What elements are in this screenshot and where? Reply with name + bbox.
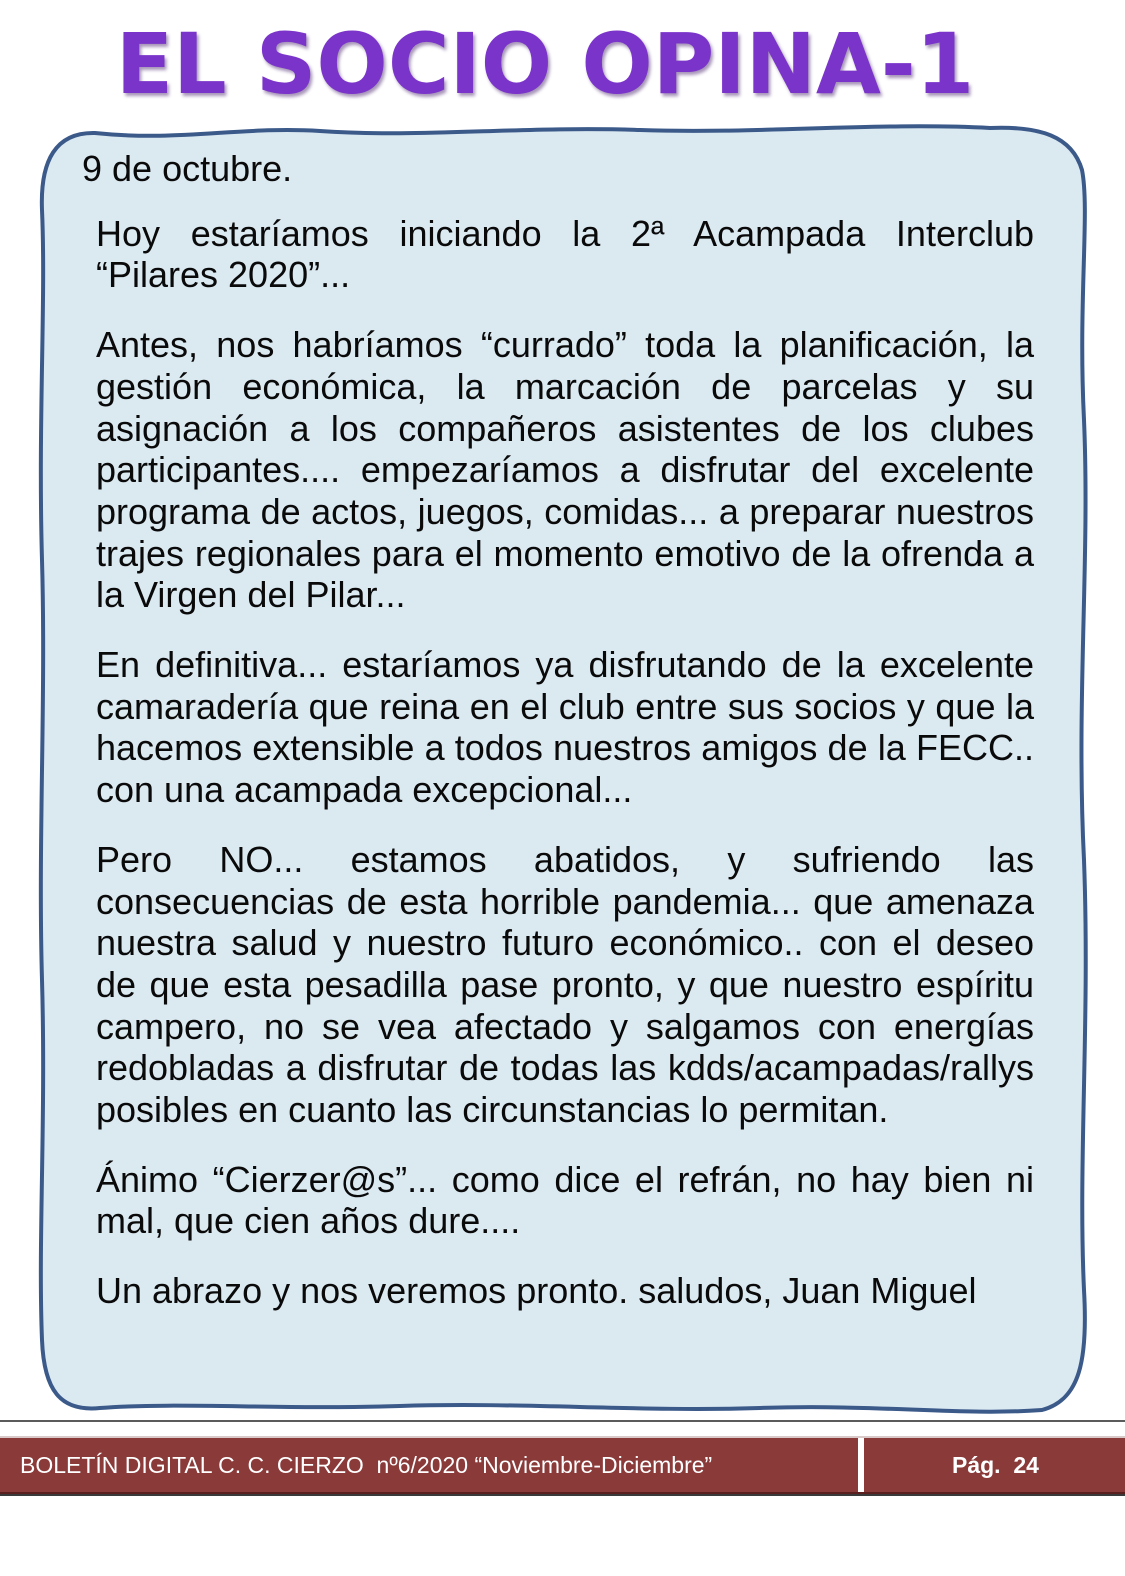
footer-bar — [0, 1436, 1125, 1494]
footer-publication-label: BOLETÍN DIGITAL C. C. CIERZO nº6/2020 “Noviembre-Diciembre” — [20, 1452, 713, 1478]
letter-paragraph-3: En definitiva... estaríamos ya disfrutando de la excelente camaradería que reina en el club entre sus socios y que la hacemos extensible a todos nuestros amigos de la FECC.. con una acampada excepcional... — [96, 644, 1034, 811]
letter-body — [82, 148, 1034, 1312]
letter-paragraph-1: Hoy estaríamos iniciando la 2ª Acampada Interclub “Pilares 2020”... — [96, 212, 1034, 296]
footer-top-rule — [0, 1420, 1125, 1422]
page-title: EL SOCIO OPINA-1 — [115, 15, 975, 113]
letter-paragraph-5: Ánimo “Cierzer@s”... como dice el refrán, no hay bien ni mal, que cien años dure.... — [96, 1158, 1034, 1242]
letter-paragraph-4: Pero NO... estamos abatidos, y sufriendo las consecuencias de esta horrible pandemia... que amenaza nuestra salud y nuestro futuro económico.. con el deseo de que esta pesadilla pase pronto, y que nuestro espíritu campero, no se vea afectado y salgamos con energías redobladas a disfrutar de todas las kdds/acampadas/rallys posibles en cuanto las circunstancias lo permitan. — [96, 838, 1034, 1131]
letter-date: 9 de octubre. — [82, 148, 293, 189]
footer-page-number: Pág. 24 — [952, 1452, 1039, 1478]
letter-signoff: Un abrazo y nos veremos pronto. saludos, Juan Miguel — [96, 1270, 977, 1312]
footer-divider — [858, 1438, 864, 1492]
letter-paragraph-2: Antes, nos habríamos “currado” toda la planificación, la gestión económica, la marcación de parcelas y su asignación a los compañeros asistentes de los clubes participantes.... empezaríamos a disfrutar del excelente programa de actos, juegos, comidas... a preparar nuestros trajes regionales para el momento emotivo de la ofrenda a la Virgen del Pilar... — [96, 324, 1034, 616]
footer-bottom-rule — [0, 1494, 1125, 1496]
